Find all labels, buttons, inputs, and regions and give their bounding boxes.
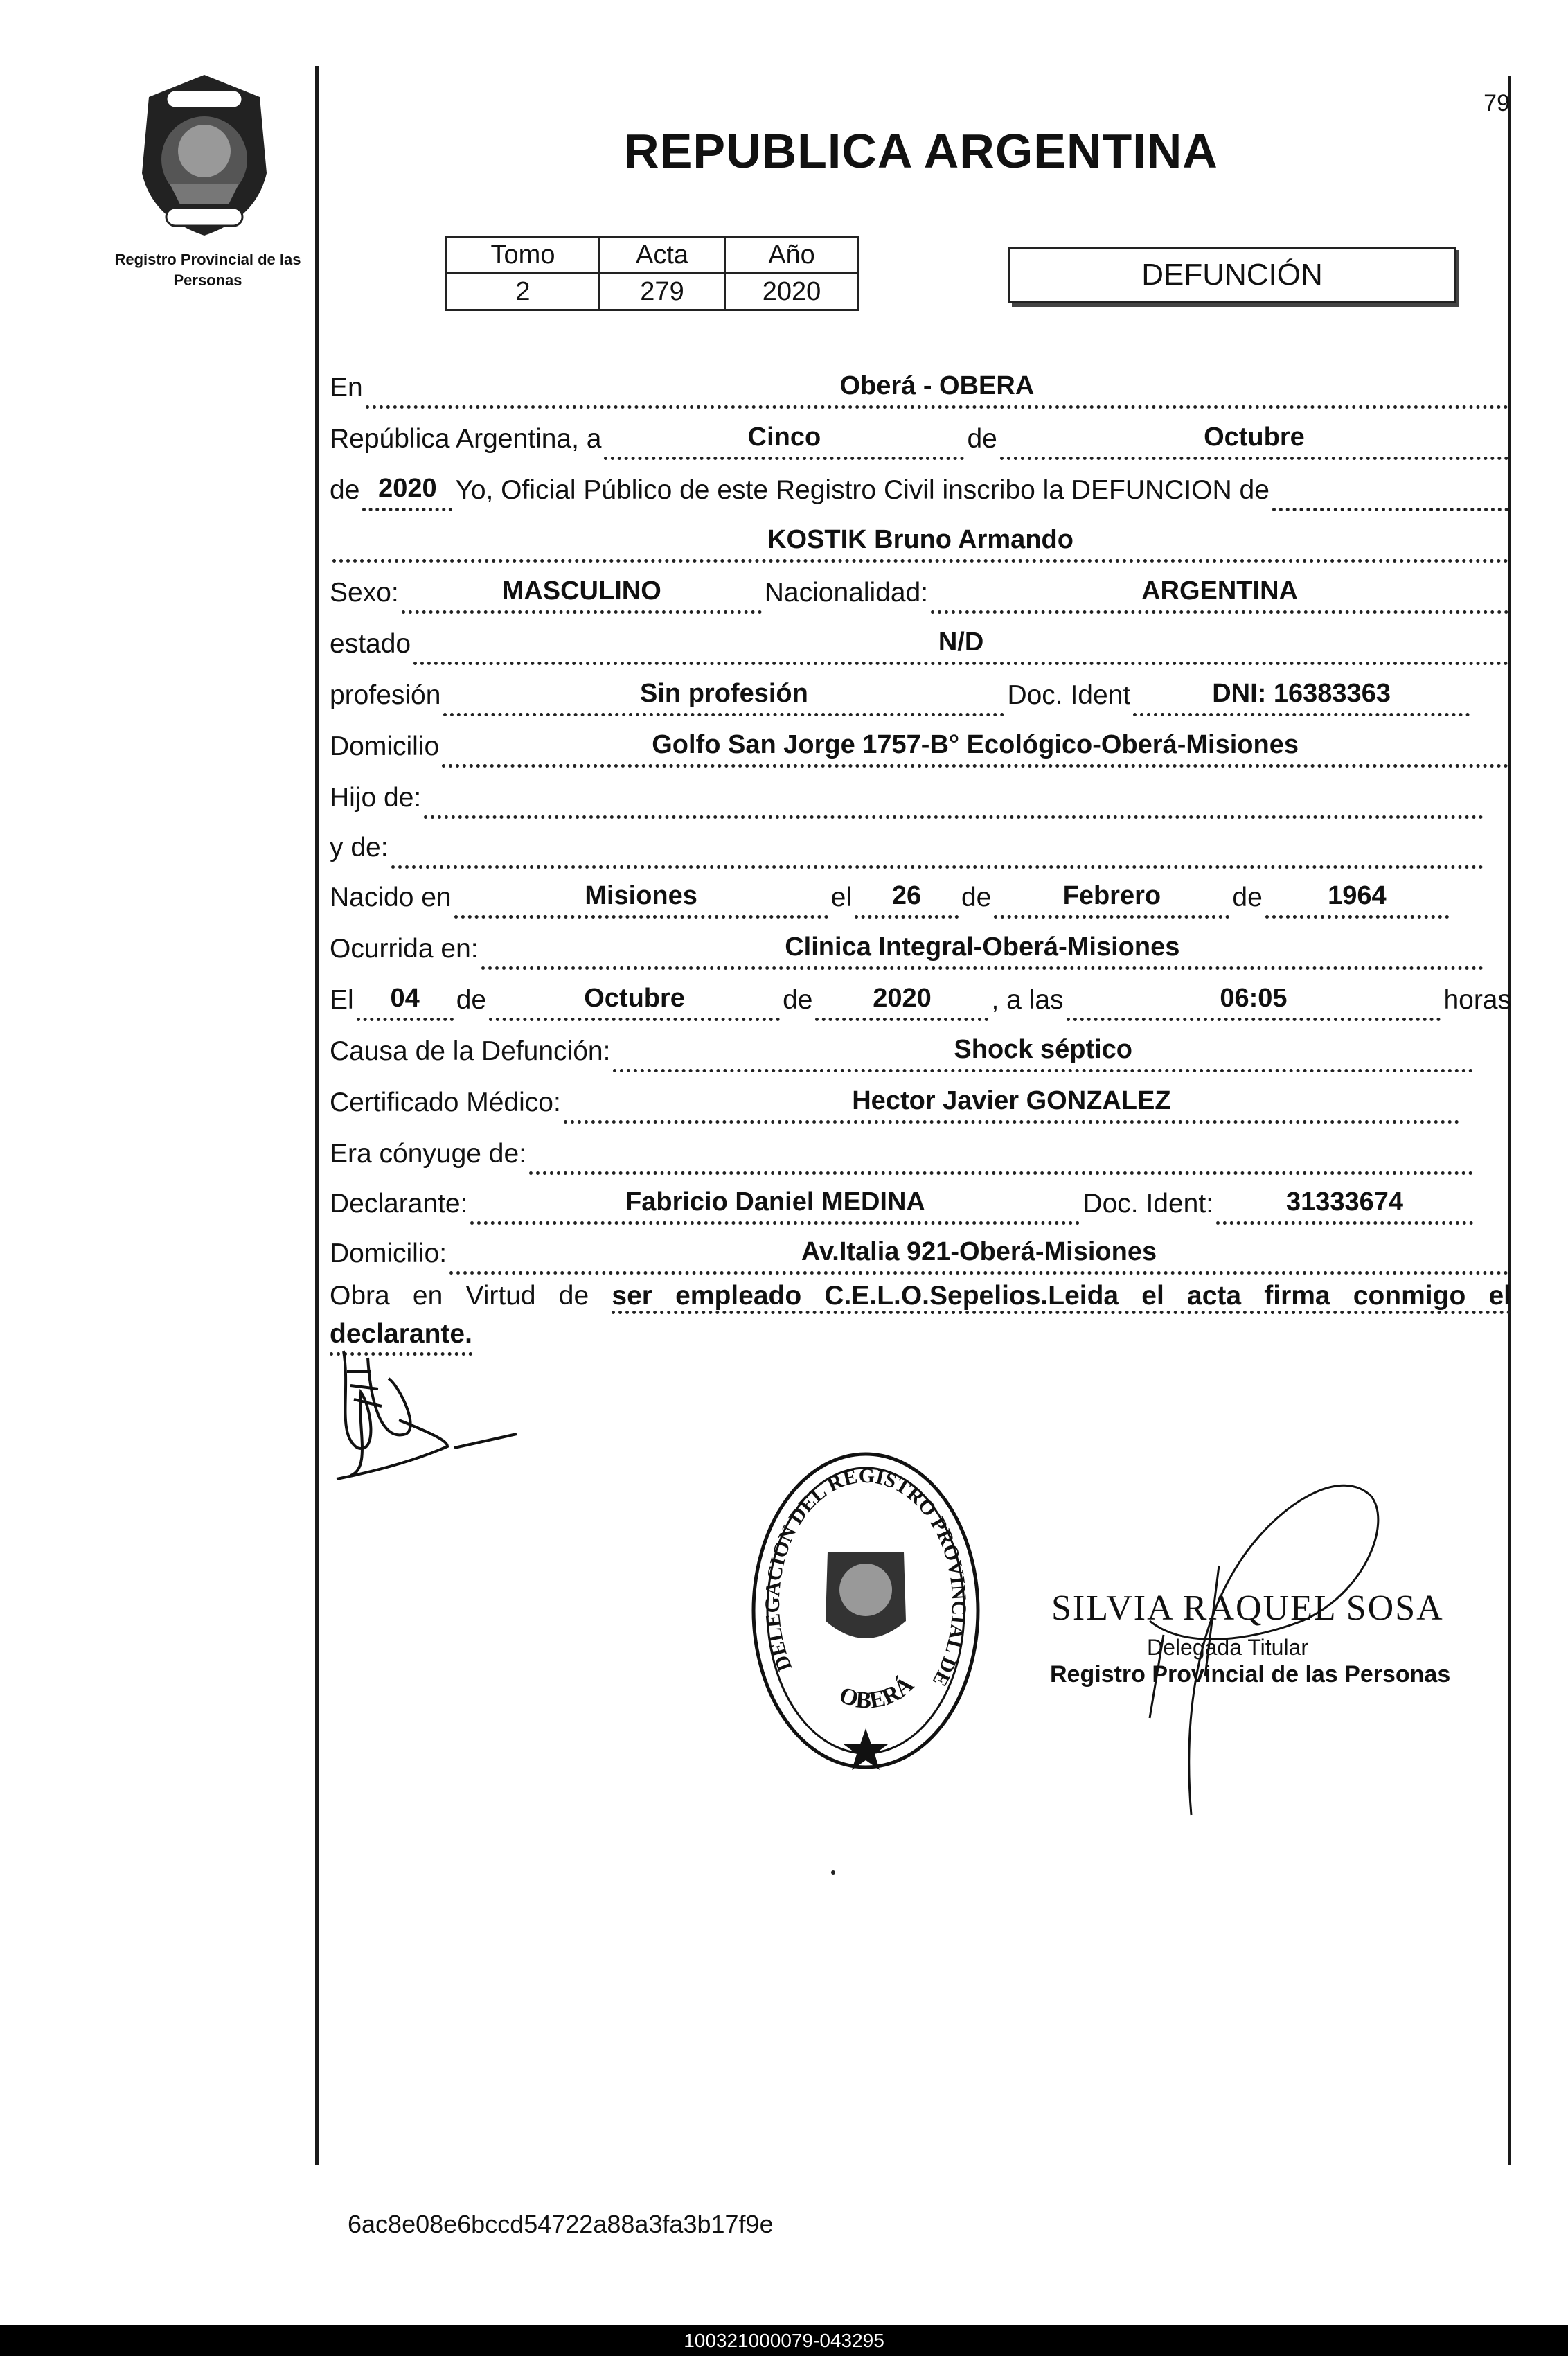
domicilio2-label: Domicilio: (330, 1239, 447, 1268)
ano-header: Año (725, 237, 859, 274)
row-hijo (330, 770, 1511, 819)
ocurrida-field (481, 923, 1484, 970)
nacionalidad-value: ARGENTINA (1141, 576, 1298, 605)
de-label: de (967, 424, 997, 454)
certificado-label: Certificado Médico: (330, 1088, 561, 1117)
nac-dia-field (855, 872, 959, 919)
estado-value: N/D (938, 628, 984, 657)
row-y-de (330, 820, 1511, 869)
footer-code-bar: 100321000079-043295 (0, 2325, 1568, 2356)
def-mes-value: Octubre (584, 984, 685, 1013)
domicilio-value: Golfo San Jorge 1757-B° Ecológico-Oberá-Misiones (652, 730, 1299, 759)
nombre-value: KOSTIK Bruno Armando (767, 525, 1073, 554)
anio-value: 2020 (378, 474, 437, 503)
row-fecha-defuncion (330, 973, 1511, 1021)
el2-label: El (330, 985, 354, 1015)
causa-label: Causa de la Defunción: (330, 1036, 611, 1066)
row-profesion (330, 668, 1511, 716)
def-hora-field (1067, 975, 1441, 1021)
row-sexo (330, 565, 1511, 614)
acta-table-value-row (447, 274, 859, 310)
row-fecha (330, 411, 1511, 460)
domicilio-field (442, 721, 1508, 768)
def-dia-field (357, 975, 454, 1021)
republica-label: República Argentina, a (330, 424, 602, 454)
row-en (330, 360, 1511, 409)
doc-ident2-label: Doc. Ident: (1083, 1189, 1214, 1219)
tomo-value: 2 (447, 274, 600, 310)
def-anio-field (815, 975, 988, 1021)
certificado-value: Hector Javier GONZALEZ (852, 1086, 1171, 1115)
def-anio-value: 2020 (873, 984, 932, 1013)
nac-mes-value: Febrero (1062, 881, 1161, 910)
dia-field (604, 414, 964, 460)
seal-bottom-text: OBERÁ (835, 1672, 919, 1714)
def-de-label: de (456, 985, 487, 1015)
nacido-value: Misiones (585, 881, 697, 910)
acta-header: Acta (600, 237, 725, 274)
row-estado (330, 617, 1511, 665)
left-margin-line (315, 66, 319, 2165)
declarante-field (470, 1178, 1080, 1225)
sexo-field (402, 567, 762, 614)
profesion-field (443, 670, 1004, 716)
row-ocurrida (330, 921, 1511, 970)
obra-value-continued: declarante. (330, 1316, 472, 1356)
doc-ident-field (1133, 670, 1470, 716)
domicilio2-field (449, 1228, 1508, 1275)
mes-field (1000, 414, 1508, 460)
declarant-signature (330, 1330, 524, 1496)
inscribo-text: Yo, Oficial Público de este Registro Civil inscribo la DEFUNCION de (455, 475, 1269, 505)
estado-field (413, 619, 1508, 665)
row-nacido (330, 870, 1511, 919)
hijo-label: Hijo de: (330, 783, 422, 813)
row-inscribo (330, 463, 1511, 511)
a-las-label: , a las (991, 985, 1064, 1015)
domicilio2-value: Av.Italia 921-Oberá-Misiones (801, 1237, 1157, 1266)
causa-field (613, 1026, 1473, 1072)
ano-value: 2020 (725, 274, 859, 310)
page-title: REPUBLICA ARGENTINA (624, 124, 1218, 178)
domicilio-label: Domicilio (330, 732, 440, 761)
official-seal (748, 1448, 983, 1773)
official-office: Registro Provincial de las Personas (1050, 1661, 1451, 1688)
row-conyuge (330, 1126, 1511, 1175)
scan-dot (831, 1870, 835, 1875)
inscribo-field (1272, 465, 1508, 511)
misiones-crest (118, 69, 291, 242)
row-causa (330, 1024, 1511, 1072)
nac-de2-label: de (1232, 883, 1263, 912)
declarante-label: Declarante: (330, 1189, 468, 1219)
en-field (366, 362, 1508, 409)
doc-ident2-value: 31333674 (1285, 1187, 1404, 1216)
obra-label: Obra en Virtud de (330, 1281, 589, 1311)
anio-field (362, 465, 452, 511)
y-de-label: y de: (330, 833, 389, 862)
doc-ident-label: Doc. Ident (1007, 680, 1131, 710)
obra-value: ser empleado C.E.L.O.Sepelios.Leida el acta firma conmigo el (612, 1281, 1511, 1314)
en-label: En (330, 373, 363, 402)
profesion-value: Sin profesión (640, 679, 808, 708)
registro-label: Registro Provincial de las Personas (114, 251, 301, 289)
profesion-label: profesión (330, 680, 441, 710)
nacido-field (454, 872, 828, 919)
tomo-header: Tomo (447, 237, 600, 274)
doc-ident2-field (1216, 1178, 1473, 1225)
certificado-field (564, 1077, 1459, 1124)
row-domicilio-declarante (330, 1226, 1511, 1275)
causa-value: Shock séptico (954, 1035, 1133, 1064)
official-role: Delegada Titular (1147, 1635, 1309, 1660)
row-declarante (330, 1176, 1511, 1225)
conyuge-field (529, 1128, 1473, 1175)
def-hora-value: 06:05 (1220, 984, 1288, 1013)
el-label: el (830, 883, 852, 912)
hijo-field (424, 772, 1484, 819)
nacionalidad-field (931, 567, 1508, 614)
def-mes-field (489, 975, 780, 1021)
nacido-label: Nacido en (330, 883, 452, 912)
acta-table-header-row (447, 237, 859, 274)
horas-label: horas (1443, 985, 1511, 1015)
nac-de-label: de (961, 883, 992, 912)
official-name: SILVIA RAQUEL SOSA (1051, 1588, 1444, 1628)
acta-table (445, 236, 859, 311)
row-nombre (330, 514, 1511, 563)
sexo-value: MASCULINO (501, 576, 661, 605)
row-certificado (330, 1075, 1511, 1124)
en-value: Oberá - OBERA (839, 371, 1035, 400)
estado-label: estado (330, 629, 411, 659)
doc-ident-value: DNI: 16383363 (1212, 679, 1391, 708)
ocurrida-label: Ocurrida en: (330, 934, 479, 964)
seal-outer-text: DELEGACION DEL REGISTRO PROVINCIAL DE (760, 1464, 971, 1690)
document-type-box: DEFUNCIÓN (1008, 247, 1456, 303)
document-hash: 6ac8e08e6bccd54722a88a3fa3b17f9e (348, 2210, 774, 2238)
svg-text:OBERÁ (836, 1672, 919, 1714)
dia-value: Cinco (747, 423, 821, 452)
nac-dia-value: 26 (891, 881, 922, 910)
conyuge-label: Era cónyuge de: (330, 1139, 527, 1169)
nacionalidad-label: Nacionalidad: (764, 578, 929, 608)
def-dia-value: 04 (390, 984, 420, 1013)
def-de2-label: de (783, 985, 813, 1015)
nac-anio-value: 1964 (1328, 881, 1387, 910)
y-de-field (391, 822, 1484, 869)
declarante-value: Fabricio Daniel MEDINA (625, 1187, 925, 1216)
row-domicilio (330, 719, 1511, 768)
nac-mes-field (994, 872, 1229, 919)
nac-anio-field (1265, 872, 1449, 919)
mes-value: Octubre (1204, 423, 1305, 452)
de-anio-label: de (330, 475, 360, 505)
obra-paragraph (330, 1276, 1511, 1316)
ocurrida-value: Clinica Integral-Oberá-Misiones (785, 932, 1180, 962)
sexo-label: Sexo: (330, 578, 399, 608)
acta-value: 279 (600, 274, 725, 310)
page-number: 79 (1484, 90, 1510, 116)
nombre-field (332, 516, 1508, 563)
